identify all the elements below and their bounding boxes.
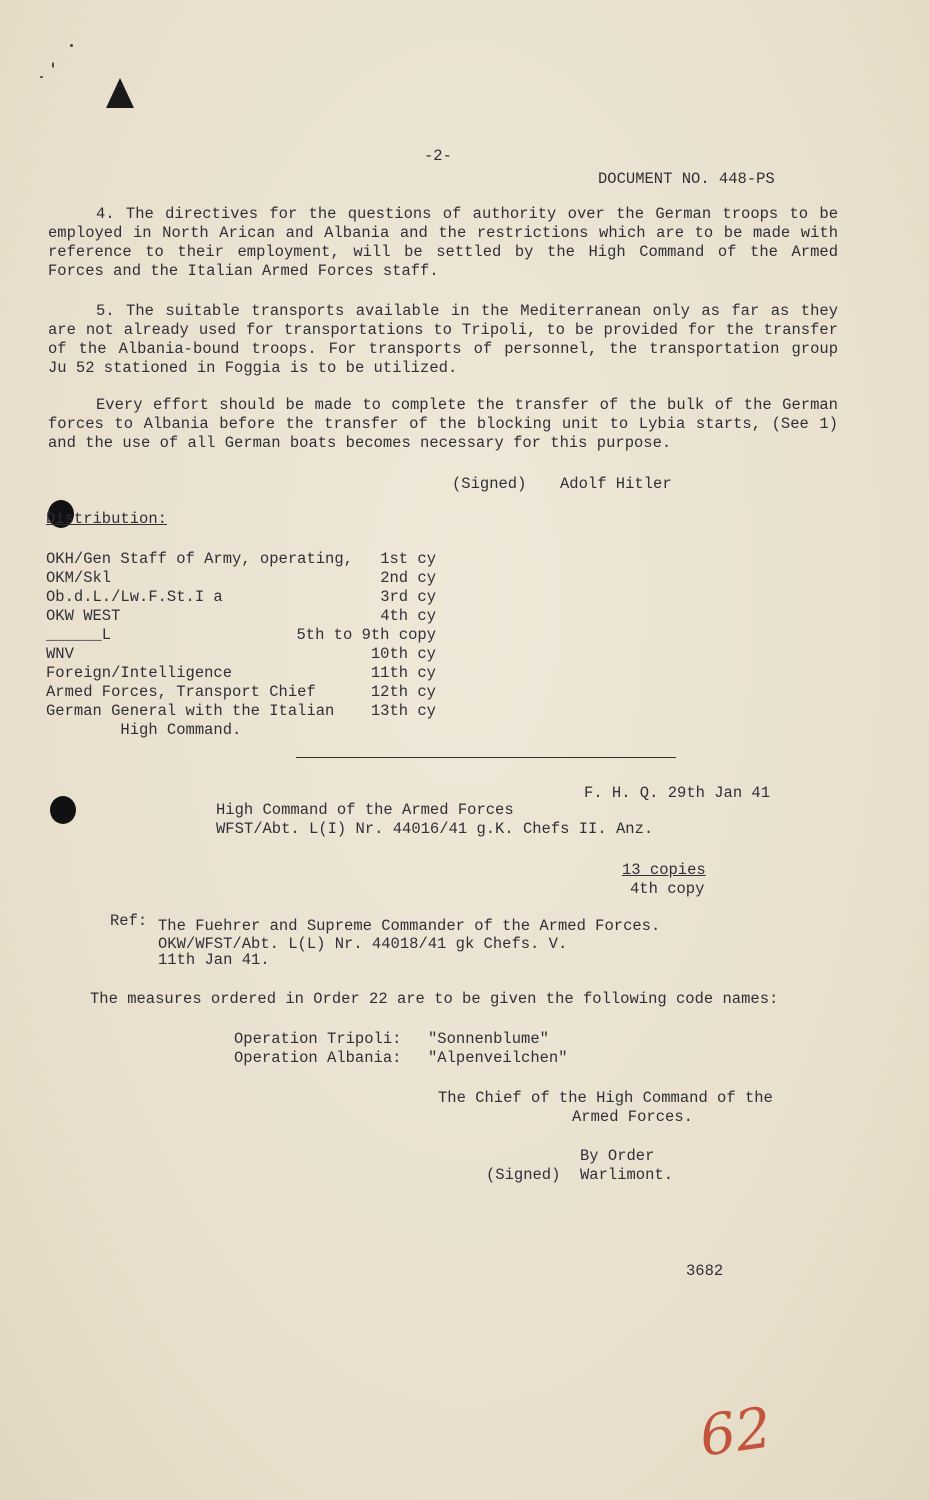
distribution-copy: 13th cy xyxy=(370,702,436,720)
paragraph-4-text: 4. The directives for the questions of authority over the German troops to be employed in North Arican and Albania and the restrictions which are to be made with reference to their employment, will be settled by the High Command of the Armed Forces and the Italian Armed Forces staff. xyxy=(48,205,838,280)
signature-signed-label: (Signed) xyxy=(452,475,527,493)
distribution-heading: Distribution: xyxy=(46,510,167,528)
copies-total: 13 copies xyxy=(622,861,706,879)
distribution-copy: 3rd cy xyxy=(380,588,436,606)
distribution-copy: 4th cy xyxy=(380,607,436,625)
operation-1-code: "Sonnenblume" xyxy=(428,1030,549,1048)
punch-hole-bottom xyxy=(50,796,76,824)
distribution-row xyxy=(46,721,436,740)
chief-line-2: Armed Forces. xyxy=(572,1108,693,1126)
distribution-copy: 5th to 9th copy xyxy=(296,626,436,644)
page-number: -2- xyxy=(424,147,452,165)
ref-label: Ref: xyxy=(110,912,148,930)
scan-speck xyxy=(70,44,73,47)
paragraph-6-text: Every effort should be made to complete the transfer of the bulk of the German forces to Albania before the transfer of the blocking unit to Lybia starts, (See 1) and the use of all German boats becomes necessary for this purpose. xyxy=(48,396,838,452)
paragraph-5-text: 5. The suitable transports available in the Mediterranean only as far as they are not already used for transportations to Tripoli, to be provided for the transfer of the Albania-bound troops. For transports of personnel, the transportation group Ju 52 stationed in Foggia is to be utilized. xyxy=(48,302,838,377)
distribution-recipient: OKW WEST xyxy=(46,607,121,625)
distribution-copy: 11th cy xyxy=(370,664,436,682)
hole-punch-mark xyxy=(106,78,134,108)
distribution-copy: 10th cy xyxy=(370,645,436,663)
distribution-row xyxy=(46,683,436,702)
place-date: F. H. Q. 29th Jan 41 xyxy=(584,784,771,802)
handwritten-page-number: 62 xyxy=(695,1395,776,1470)
issuer-line-2: WFST/Abt. L(I) Nr. 44016/41 g.K. Chefs II. Anz. xyxy=(216,820,654,838)
distribution-row xyxy=(46,664,436,683)
document-number: DOCUMENT NO. 448-PS xyxy=(598,170,775,188)
paragraph-4 xyxy=(48,205,838,281)
signature-2-signed-label: (Signed) xyxy=(486,1166,561,1184)
distribution-recipient: Ob.d.L./Lw.F.St.I a xyxy=(46,588,223,606)
distribution-recipient: High Command. xyxy=(46,721,242,739)
chief-line-1: The Chief of the High Command of the xyxy=(438,1089,773,1107)
distribution-row xyxy=(46,588,436,607)
copy-number: 4th copy xyxy=(630,880,705,898)
signature-2-name: Warlimont. xyxy=(580,1166,674,1184)
paragraph-6 xyxy=(48,396,838,453)
paragraph-5 xyxy=(48,302,838,378)
distribution-recipient: German General with the Italian xyxy=(46,702,335,720)
distribution-row xyxy=(46,626,436,645)
distribution-recipient: OKM/Skl xyxy=(46,569,112,587)
stamp-number: 3682 xyxy=(686,1262,724,1280)
scan-speck xyxy=(52,62,54,68)
issuer-line-1: High Command of the Armed Forces xyxy=(216,801,514,819)
distribution-copy: 1st cy xyxy=(380,550,436,568)
signature-name: Adolf Hitler xyxy=(560,475,672,493)
by-order: By Order xyxy=(580,1147,655,1165)
operation-2-label: Operation Albania: xyxy=(234,1049,402,1067)
ref-line-1: The Fuehrer and Supreme Commander of the Armed Forces. xyxy=(158,917,661,935)
distribution-row xyxy=(46,645,436,664)
operation-2-code: "Alpenveilchen" xyxy=(428,1049,568,1067)
section-divider xyxy=(296,757,676,758)
distribution-recipient: WNV xyxy=(46,645,74,663)
distribution-row xyxy=(46,607,436,626)
scan-speck xyxy=(40,76,43,78)
measures-sentence: The measures ordered in Order 22 are to be given the following code names: xyxy=(90,990,779,1008)
distribution-row xyxy=(46,550,436,569)
operation-1-label: Operation Tripoli: xyxy=(234,1030,402,1048)
distribution-row xyxy=(46,569,436,588)
distribution-row xyxy=(46,702,436,721)
ref-line-3: 11th Jan 41. xyxy=(158,951,270,969)
distribution-recipient: OKH/Gen Staff of Army, operating, xyxy=(46,550,353,568)
distribution-copy: 2nd cy xyxy=(380,569,436,587)
distribution-recipient: Foreign/Intelligence xyxy=(46,664,233,682)
ref-line-2: OKW/WFST/Abt. L(L) Nr. 44018/41 gk Chefs. V. xyxy=(158,935,568,953)
distribution-recipient: Armed Forces, Transport Chief xyxy=(46,683,316,701)
distribution-copy: 12th cy xyxy=(370,683,436,701)
distribution-recipient: ______L xyxy=(46,626,112,644)
